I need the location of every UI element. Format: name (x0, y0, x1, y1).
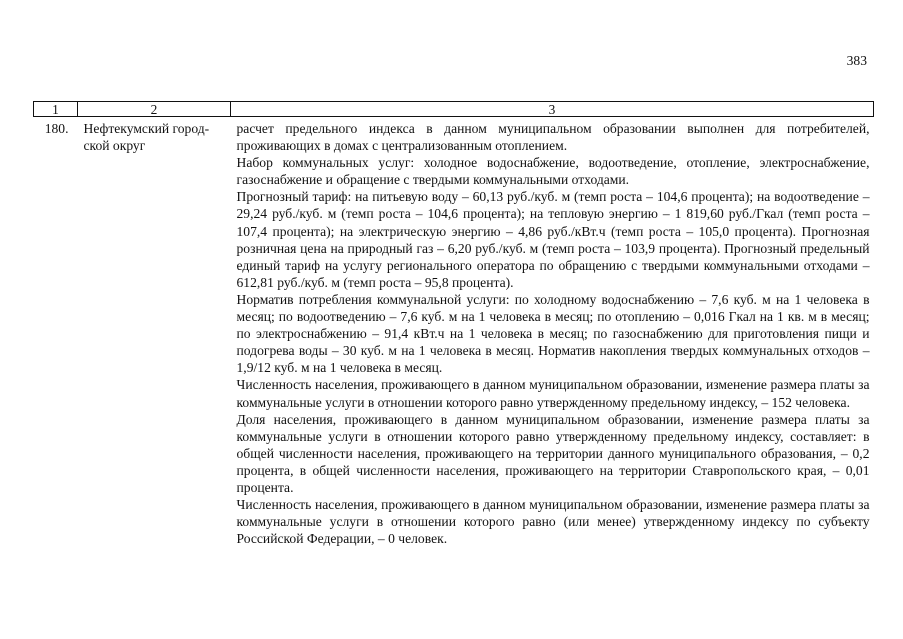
municipality-name (78, 117, 231, 548)
paragraph-calculation-note: расчет предельного индекса в данном муниципальном образовании выполнен для потребителей, проживающих в домах с централизованным отоплением. (236, 121, 870, 154)
column-header-1: 1 (34, 102, 78, 117)
table-header-row (34, 102, 874, 117)
paragraph-forecast-tariff: Прогнозный тариф: на питьевую воду – 60,13 руб./куб. м (темп роста – 104,6 процента); на водоотведение – 29,24 руб./куб. м (темп роста – 104,6 процента); на тепловую энергию – 1 819,60 руб./Гкал (темп роста – 107,4 процента); на электрическую энергию – 4,86 руб./кВт.ч (темп роста – 105,0 процента). Прогнозная розничная цена на природный газ – 6,20 руб./куб. м (темп роста – 103,9 процента). Прогнозный предельный единый тариф на услугу регионального оператора по обращению с твердыми коммунальными отходами – 612,81 руб./куб. м (темп роста – 95,8 процента). (236, 189, 870, 290)
table-row (34, 117, 874, 548)
municipality-name-text: Нефтекумский город-ской округ (83, 121, 210, 154)
paragraph-population-subject: Численность населения, проживающего в данном муниципальном образовании, изменение размера платы за коммунальные услуги в отношении которого равно (или менее) утвержденному индексу по субъекту Российской Федерации, – 0 человек. (236, 497, 870, 547)
paragraph-population-share: Доля населения, проживающего в данном муниципальном образовании, изменение размера платы за коммунальные услуги в отношении которого равно утвержденному предельному индексу, составляет: в общей численности населения, проживающего на территории данного муниципального образования, – 0,2 процента, в общей численности населения, проживающего на территории Ставропольского края, – 0,01 процента. (236, 411, 870, 495)
page-number: 383 (846, 53, 867, 68)
tariff-table (33, 101, 874, 547)
row-number: 180. (44, 121, 69, 136)
column-header-3: 3 (231, 102, 874, 117)
paragraph-consumption-norm: Норматив потребления коммунальной услуги: по холодному водоснабжению – 7,6 куб. м на 1 человека в месяц; по водоотведению – 7,6 куб. м на 1 человека в месяц; по отоплению – 0,016 Гкал на 1 кв. м в месяц; по электроснабжению – 91,4 кВт.ч на 1 человека в месяц; по газоснабжению для приготовления пищи и подогрева воды – 30 куб. м на 1 человека в месяц. Норматив накопления твердых коммунальных отходов – 1,9/12 куб. м на 1 человека в месяц. (236, 291, 870, 376)
paragraph-service-set: Набор коммунальных услуг: холодное водоснабжение, водоотведение, отопление, электроснабжение, газоснабжение и обращение с твердыми коммунальными отходами. (236, 155, 870, 188)
column-header-2: 2 (78, 102, 231, 117)
row-content (231, 117, 874, 548)
paragraph-population-equal: Численность населения, проживающего в данном муниципальном образовании, изменение размера платы за коммунальные услуги в отношении которого равно утвержденному предельному индексу, – 152 человека. (236, 377, 870, 410)
